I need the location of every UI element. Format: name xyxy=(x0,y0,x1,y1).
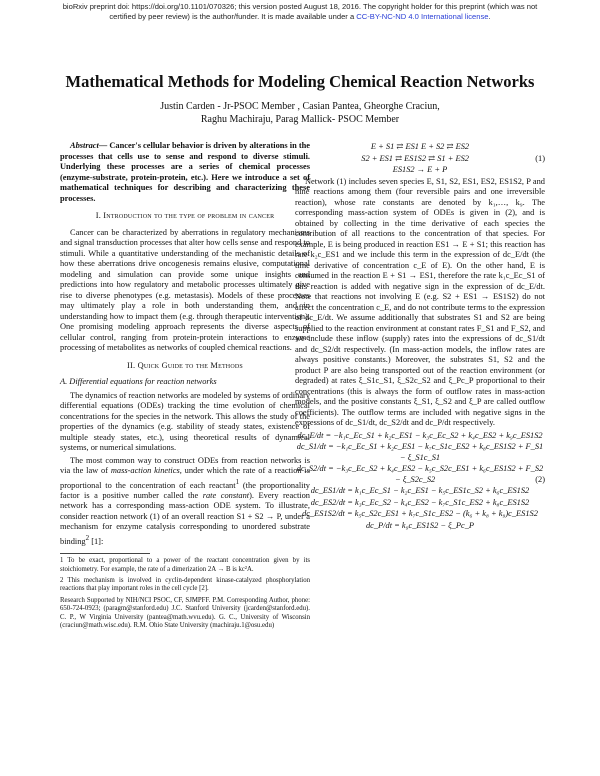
term-rate-constant: rate constant xyxy=(202,490,250,500)
ode-s2 xyxy=(295,464,545,485)
ode-p: dc_P/dt = k₉c_ES1S2 − ξ_Pc_P xyxy=(365,520,475,530)
authors-line-1: Justin Carden - Jr-PSOC Member , Casian Pantea, Gheorghe Craciun, xyxy=(160,101,440,112)
footnote-divider xyxy=(60,553,150,554)
banner-line-1: bioRxiv preprint doi: https://doi.org/10.1101/070326; this version posted August 18, 2016. The copyright holder for this preprint (which was not xyxy=(62,2,538,11)
ode-es2: dc_ES2/dt = k₃c_Ec_S2 − k₄c_ES2 − k₇c_S1c_ES2 + k₈c_ES1S2 xyxy=(310,497,530,507)
right-column xyxy=(295,141,545,532)
section-1-text: Cancer can be characterized by aberrations in regulatory mechanisms and signal transduction processes that alter how cells sense and respond to stimuli. While a quantitative understanding of the mechanistic details of how these aberrations drive oncogenesis remains elusive, computational modeling and simulation can provide some unique insights and predictions into how regulatory and metabolic processes ultimately give rise to diverse phenotypes (e.g. metastasis). Models of these processes may ultimately play a role in both understanding them, and in understanding how to impact them (e.g. through therapeutic intervention). One promising modeling approach represents the diverse aspects of cellular control, ranging from protein-protein interactions to enzyme processing of metabolites as networks of coupled chemical reactions. xyxy=(60,227,310,352)
subsection-a-heading: A. Differential equations for reaction networks xyxy=(60,377,217,386)
preprint-banner xyxy=(0,2,600,21)
footnote-ref-1: 1 xyxy=(235,477,240,486)
eq1-line2-text: S2 + ES1 ⇄ ES1S2 ⇄ S1 + ES2 xyxy=(361,153,469,163)
footnote-ref-2: 2 xyxy=(85,533,90,542)
abstract-text: Cancer's cellular behavior is driven by alterations in the processes that cells use to sense and respond to diverse stimuli. Underlying these processes are a series of chemical processes (enzyme-substrate, protein-protein, etc.). Here we introduce a set of mathematical techniques for describing and characterizing these processes. xyxy=(60,141,311,203)
equation-1-line-1: E + S1 ⇄ ES1 E + S2 ⇄ ES2 xyxy=(370,142,470,151)
author-list xyxy=(120,100,480,126)
license-link[interactable]: CC-BY-NC-ND 4.0 International license xyxy=(356,11,489,21)
banner-end: . xyxy=(488,11,491,21)
p2-part-b: , under which the rate of a reaction is proportional to the concentration of each reactant xyxy=(60,466,310,490)
equation-1-line-2 xyxy=(295,154,545,165)
equation-2-number: (2) xyxy=(535,474,545,484)
authors-line-2: Raghu Machiraju, Parag Mallick- PSOC Member xyxy=(200,114,400,125)
paper-title: Mathematical Methods for Modeling Chemical Reaction Networks xyxy=(65,72,535,91)
abstract-label: Abstract— xyxy=(70,141,108,150)
equation-1-number: (1) xyxy=(535,153,545,163)
p2-part-c: (the proportionality factor is a positive number called the xyxy=(60,480,310,500)
footnote-2: 2 This mechanism is involved in cyclin-dependent kinase-catalyzed phosphorylation reactions that play important roles in the cell cycle [2]. xyxy=(60,576,310,593)
p2-part-d: ). Every reaction network has a corresponding mass-action ODE system. To illustrate, consider reaction network (1) of an overall reaction S1 + S2 → P, under a mechanism for enzyme catalysis corresponding to unordered substrate binding xyxy=(60,490,310,546)
left-column xyxy=(60,141,310,630)
banner-text: certified by peer review) is the author/funder. It is made available under a xyxy=(109,11,357,21)
ode-s1: dc_S1/dt = −k₁c_Ec_S1 + k₂c_ES1 − k₇c_S1c_ES2 + k₈c_ES1S2 + F_S1 − ξ_S1c_S1 xyxy=(296,442,544,462)
abstract xyxy=(60,141,310,204)
p2-part-a: The most common way to construct ODEs from reaction networks is via the law of xyxy=(60,455,310,475)
ode-s2-text: dc_S2/dt = −k₃c_Ec_S2 + k₄c_ES2 − k₅c_S2c_ES1 + k₆c_ES1S2 + F_S2 − ξ_S2c_S2 xyxy=(296,464,544,484)
section-1-heading: I. Introduction to the type of problem in cancer xyxy=(95,211,275,220)
ode-es1s2: dc_ES1S2/dt = k₅c_S2c_ES1 + k₇c_S1c_ES2 − (k₆ + k₈ + k₉)c_ES1S2 xyxy=(302,509,538,518)
footnote-1: 1 To be exact, proportional to a power of the reactant concentration given by its stoichiometry. For example, the rate of a dimerization 2A → B is kc²A. xyxy=(60,557,310,573)
subsection-a-paragraph-2 xyxy=(60,456,310,548)
section-2-heading: II. Quick Guide to the Methods xyxy=(127,360,243,370)
banner-line-2 xyxy=(0,12,600,22)
subsection-a-paragraph-1: The dynamics of reaction networks are modeled by systems of ordinary differential equations (ODEs) tracking the time evolution of chemical concentrations for the species in the network. This allows the study of the properties of the dynamics (e.g. stability of steady states, existence of multiple steady states, etc.), using theoretical results of dynamical systems, or numerical simulations. xyxy=(60,390,311,452)
term-mass-action: mass-action kinetics xyxy=(110,466,180,475)
ode-e: dc_E/dt = −k₁c_Ec_S1 + k₂c_ES1 − k₃c_Ec_S2 + k₄c_ES2 + k₉c_ES1S2 xyxy=(297,430,543,440)
p2-part-e: [1]: xyxy=(89,536,104,546)
network-description: Network (1) includes seven species E, S1, S2, ES1, ES2, ES1S2, P and nine reactions among them (four reversible pairs and one irreversible reaction), whose rate constants are denoted by k₁,…, k₉. The corresponding mass-action system of ODEs is given in (2), and is obtained by collecting in the time derivative of each species the contribution of all reactions to the concentration of that species. For example, E is being produced in reaction ES1 → E + S1; this reaction has rate k₂c_ES1 and we include this term in the expression of dc_E/dt (the time derivative of concentration c_E of E). On the other hand, E is consumed in the reaction E + S1 → ES1, therefore the rate k₁c_Ec_S1 of this reaction is added with negative sign in the expression of dc_E/dt. Note that reactions not involving E (e.g. S2 + ES1 → ES1S2) do not affect the concentration c_E, and do not contribute terms to the expression of dc_E/dt. We assume additionally that substrates S1 and S2 are being supplied to the reaction environment at constant rates F_S1 and F_S2, and we include these inflow (supply) rates into the expressions of dc_S1/dt and dc_S2/dt respectively. (In mass-action models, the inflow rates are always positive constants.) Moreover, the substrates S1, S2 and the product P are also being transported out of the reaction environment (or degraded) at rates ξ_S1c_S1, ξ_S2c_S2 and ξ_Pc_P proportional to their concentrations (this is always the form of outflow rates in mass-action models, and the positive constants ξ_S1, ξ_S2 and ξ_P are called outflow coefficients). The outflow terms are included with negative signs in the expressions of dc_S1/dt, dc_S2/dt and dc_P/dt respectively. xyxy=(295,176,545,427)
support-note: Research Supported by NIH/NCI PSOC, CF, SJMPFF. P.M. Corresponding Author, phone: 650-724-0923; (paragm@stanford.edu) J.C. Stanford University (jcarden@stanford.edu). C. P., W Virginia University (pantea@math.wvu.edu). G. C., University of Wisconsin (craciun@math.wisc.edu). R.M. Ohio State University (machiraju.1@osu.edu) xyxy=(60,596,310,629)
ode-es1: dc_ES1/dt = k₁c_Ec_S1 − k₂c_ES1 − k₅c_ES1c_S2 + k₆c_ES1S2 xyxy=(310,486,530,495)
equation-1-line-3: ES1S2 → E + P xyxy=(392,165,448,174)
